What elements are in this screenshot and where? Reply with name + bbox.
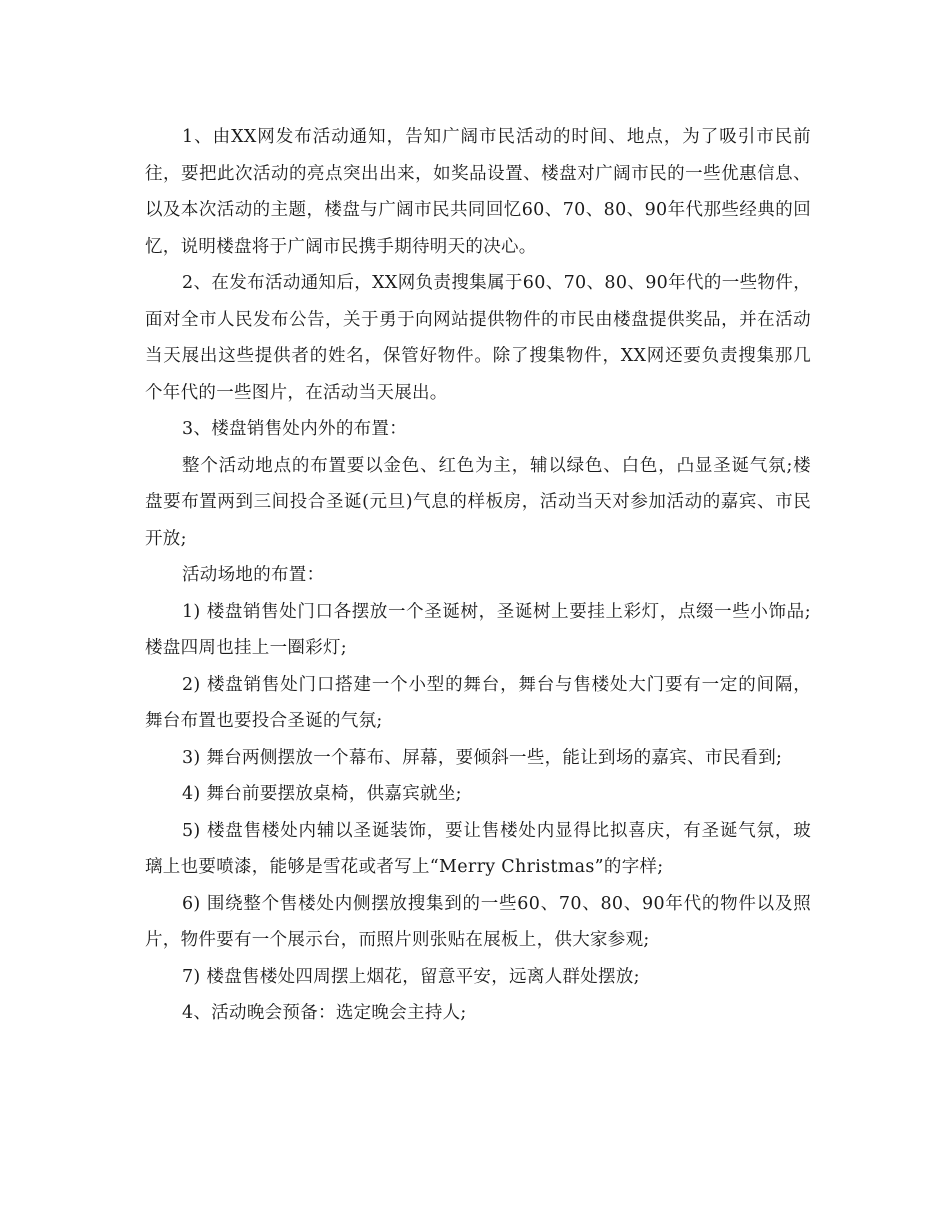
list-item-stage: 2) 楼盘销售处门口搭建一个小型的舞台，舞台与售楼处大门要有一定的间隔，舞台布置也要投合圣诞的气氛;: [145, 674, 811, 731]
list-item-christmas-tree: 1) 楼盘销售处门口各摆放一个圣诞树，圣诞树上要挂上彩灯，点缀一些小饰品;楼盘四周也挂上一圈彩灯;: [145, 601, 811, 658]
list-item-fireworks: 7) 楼盘售楼处四周摆上烟花，留意平安，远离人群处摆放;: [182, 966, 640, 987]
paragraph-evening-prep: 4、活动晚会预备：选定晚会主持人;: [182, 1003, 467, 1023]
paragraph-publish-notice: 1、由XX网发布活动通知，告知广阔市民活动的时间、地点，为了吸引市民前往，要把此次活动的亮点突出出来，如奖品设置、楼盘对广阔市民的一些优惠信息、以及本次活动的主题，楼盘与广阔市民共同回忆60、70、80、90年代那些经典的回忆，说明楼盘将于广阔市民携手期待明天的决心。: [145, 127, 811, 257]
paragraph-venue-heading: 活动场地的布置：: [182, 565, 325, 585]
document-body: [145, 119, 811, 1032]
list-item-seating: 4) 舞台前要摆放桌椅，供嘉宾就坐;: [182, 784, 462, 804]
list-item-exhibition: 6) 围绕整个售楼处内侧摆放搜集到的一些60、70、80、90年代的物件以及照片，物件要有一个展示台，而照片则张贴在展板上，供大家参观;: [145, 893, 811, 950]
list-item-screens: 3) 舞台两侧摆放一个幕布、屏幕，要倾斜一些，能让到场的嘉宾、市民看到;: [182, 747, 783, 768]
paragraph-sales-office-heading: 3、楼盘销售处内外的布置：: [182, 419, 408, 439]
paragraph-color-scheme: 整个活动地点的布置要以金色、红色为主，辅以绿色、白色，凸显圣诞气氛;楼盘要布置两到三间投合圣诞(元旦)气息的样板房，活动当天对参加活动的嘉宾、市民开放;: [145, 455, 811, 549]
paragraph-collect-items: 2、在发布活动通知后，XX网负责搜集属于60、70、80、90年代的一些物件，面对全市人民发布公告，关于勇于向网站提供物件的市民由楼盘提供奖品，并在活动当天展出这些提供者的姓名，保管好物件。除了搜集物件，XX网还要负责搜集那几个年代的一些图片，在活动当天展出。: [145, 273, 811, 403]
list-item-decoration: 5) 楼盘售楼处内辅以圣诞装饰，要让售楼处内显得比拟喜庆，有圣诞气氛，玻璃上也要喷漆，能够是雪花或者写上“Merry Christmas”的字样;: [145, 820, 811, 877]
